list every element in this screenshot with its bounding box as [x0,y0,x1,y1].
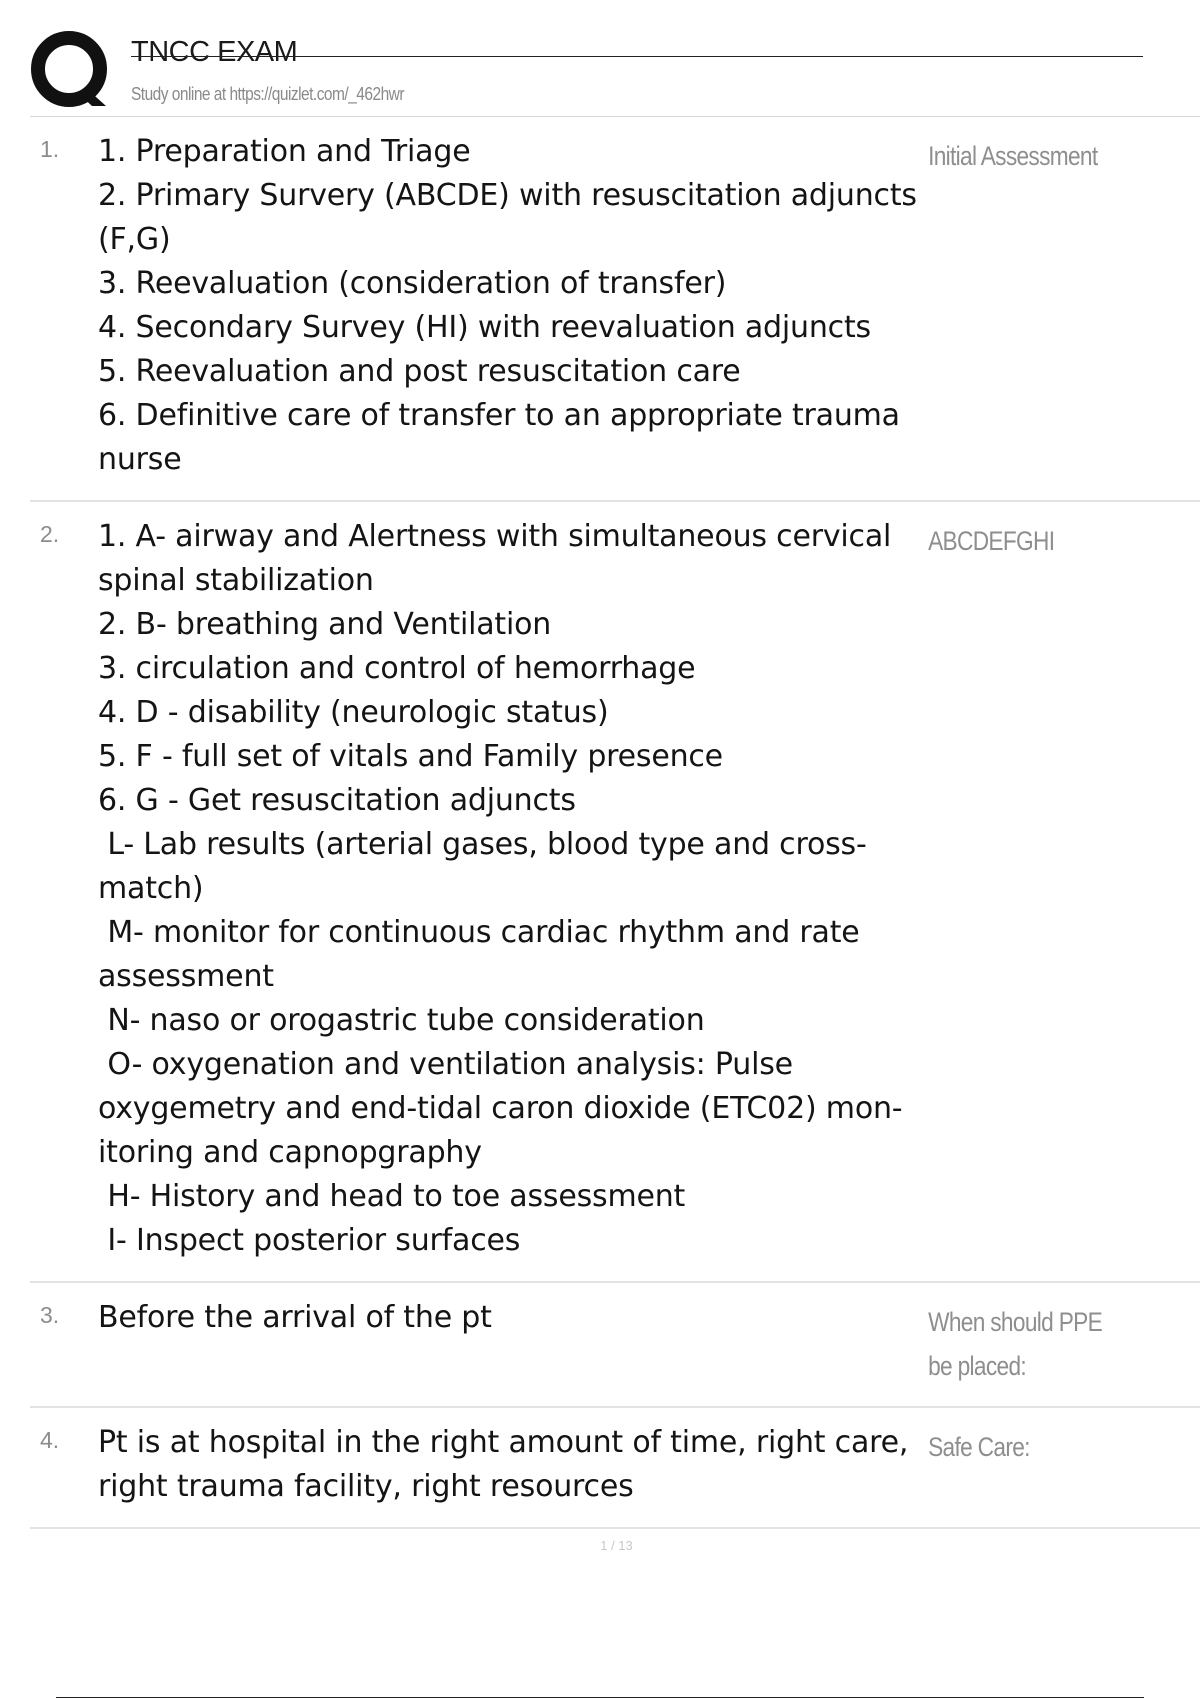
flashcard-row [30,1408,1200,1529]
card-number: 4. [40,1427,60,1453]
card-term: ABCDEFGHI [928,526,1055,556]
card-term: When should PPE be placed: [928,1307,1103,1381]
card-number: 1. [40,136,60,162]
quizlet-logo-icon [30,30,112,112]
flashcard-row [30,1283,1200,1408]
document-title: TNCC EXAM [131,36,298,68]
page-header [0,0,1200,118]
study-online-link[interactable]: Study online at https://quizlet.com/_462hwr [131,84,404,104]
title-divider [131,56,1143,57]
card-term: Safe Care: [928,1432,1030,1462]
card-definition: Before the arrival of the pt [98,1300,492,1335]
footer-divider [56,1697,1144,1698]
card-definition: 1. Preparation and Triage 2. Primary Survery (ABCDE) with resuscitation adjuncts (F,G) 3. Reevaluation (consideration of transfer) 4. Secondary Survey (HI) with reevaluation adjuncts 5. Reevaluation and post resuscitation care 6. Definitive care of transfer to an appropriate trauma nurse [98,134,917,477]
flashcard-row [30,502,1200,1283]
card-number: 3. [40,1302,60,1328]
flashcard-row [30,117,1200,502]
page-number: 1 / 13 [600,1538,633,1553]
card-term: Initial Assessment [928,141,1098,171]
card-number: 2. [40,521,60,547]
flashcard-list [30,117,1200,1529]
card-definition: Pt is at hospital in the right amount of time, right care, right trauma facility, right resources [98,1425,918,1504]
card-definition: 1. A- airway and Alertness with simultaneous cervical spinal stabilization 2. B- breathing and Ventilation 3. circulation and control of hemorrhage 4. D - disability (neurologic status) 5. F - full set of vitals and Family presence 6. G - Get resuscitation adjuncts L- Lab results (arterial gases, blood type and cross-match) M- monitor for continuous cardiac rhythm and rate assessment N- naso or orogastric tube consideration O- oxygenation and ventilation analysis: Pulse oxygemetry and end-tidal caron dioxide (ETC02) mon-itoring and capnopgraphy H- History and head to toe assessment I- Inspect posterior surfaces [98,519,903,1258]
